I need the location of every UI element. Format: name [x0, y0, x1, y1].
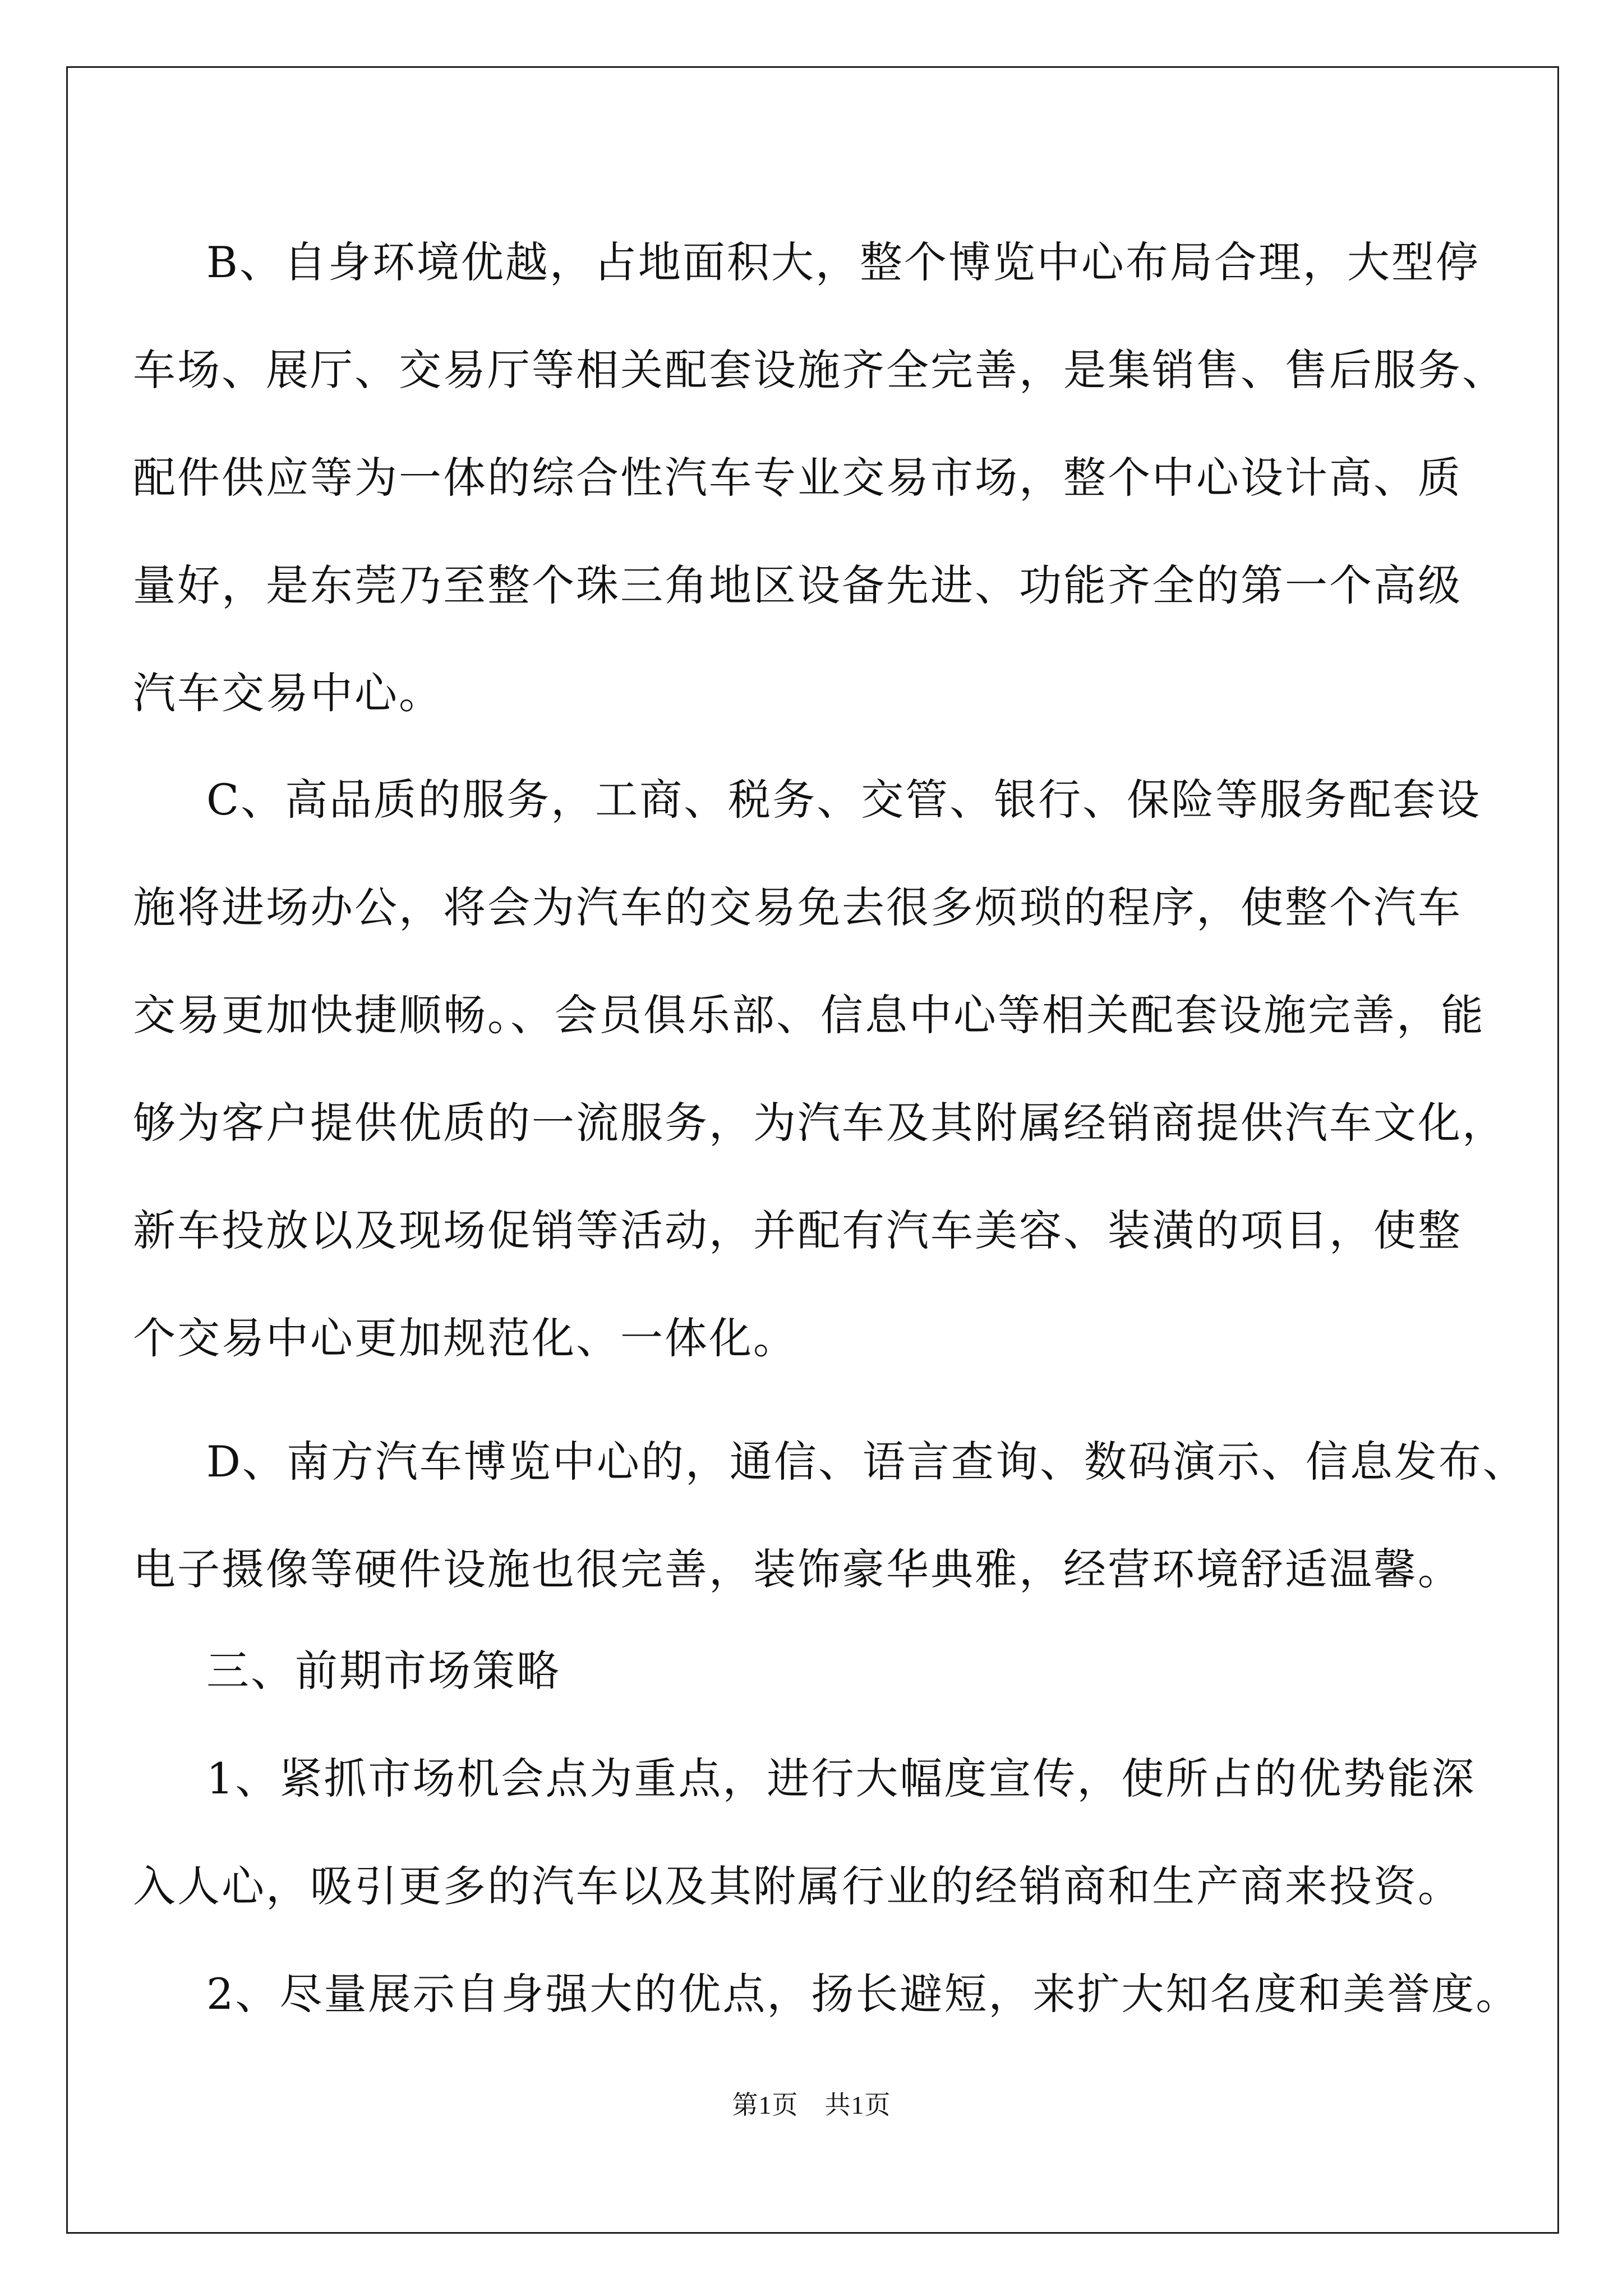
text-line: 三、前期市场策略 [206, 1646, 561, 1696]
text-line: 入人心，吸引更多的汽车以及其附属行业的经销商和生产商来投资。 [133, 1861, 1462, 1911]
text-line: 新车投放以及现场促销等活动，并配有汽车美容、装潢的项目，使整 [133, 1205, 1462, 1255]
section-heading [133, 1617, 1445, 1725]
text-line: 施将进场办公，将会为汽车的交易免去很多烦琐的程序，使整个汽车 [133, 882, 1462, 932]
text-line: 配件供应等为一体的综合性汽车专业交易市场，整个中心设计高、质 [133, 453, 1462, 503]
text-line: B、自身环境优越，占地面积大，整个博览中心布局合理，大型停 [206, 237, 1480, 287]
text-line: 电子摄像等硬件设施也很完善，装饰豪华典雅，经营环境舒适温馨。 [133, 1544, 1462, 1594]
text-line: 车场、展厅、交易厅等相关配套设施齐全完善，是集销售、售后服务、 [133, 345, 1506, 395]
text-line: C、高品质的服务，工商、税务、交管、银行、保险等服务配套设 [206, 775, 1482, 825]
paragraph [133, 1725, 1476, 1940]
text-line: 个交易中心更加规范化、一体化。 [133, 1313, 797, 1363]
page-footer: 第1页 共1页 [732, 2091, 891, 2119]
text-line: 量好，是东莞乃至整个珠三角地区设备先进、功能齐全的第一个高级 [133, 560, 1462, 610]
text-line: 汽车交易中心。 [133, 668, 443, 718]
paragraph [133, 746, 1506, 1392]
paragraph [133, 209, 1506, 747]
text-line: 够为客户提供优质的一流服务，为汽车及其附属经销商提供汽车文化， [133, 1098, 1506, 1148]
text-line: 1、紧抓市场机会点为重点，进行大幅度宣传，使所占的优势能深 [206, 1754, 1476, 1803]
text-line: 交易更加快捷顺畅。、会员俱乐部、信息中心等相关配套设施完善，能 [133, 990, 1485, 1040]
paragraph [133, 1940, 1520, 2048]
text-line: 2、尽量展示自身强大的优点，扬长避短，来扩大知名度和美誉度。 [206, 1969, 1520, 2019]
paragraph [133, 1408, 1527, 1623]
text-line: D、南方汽车博览中心的，通信、语言查询、数码演示、信息发布、 [206, 1437, 1527, 1487]
